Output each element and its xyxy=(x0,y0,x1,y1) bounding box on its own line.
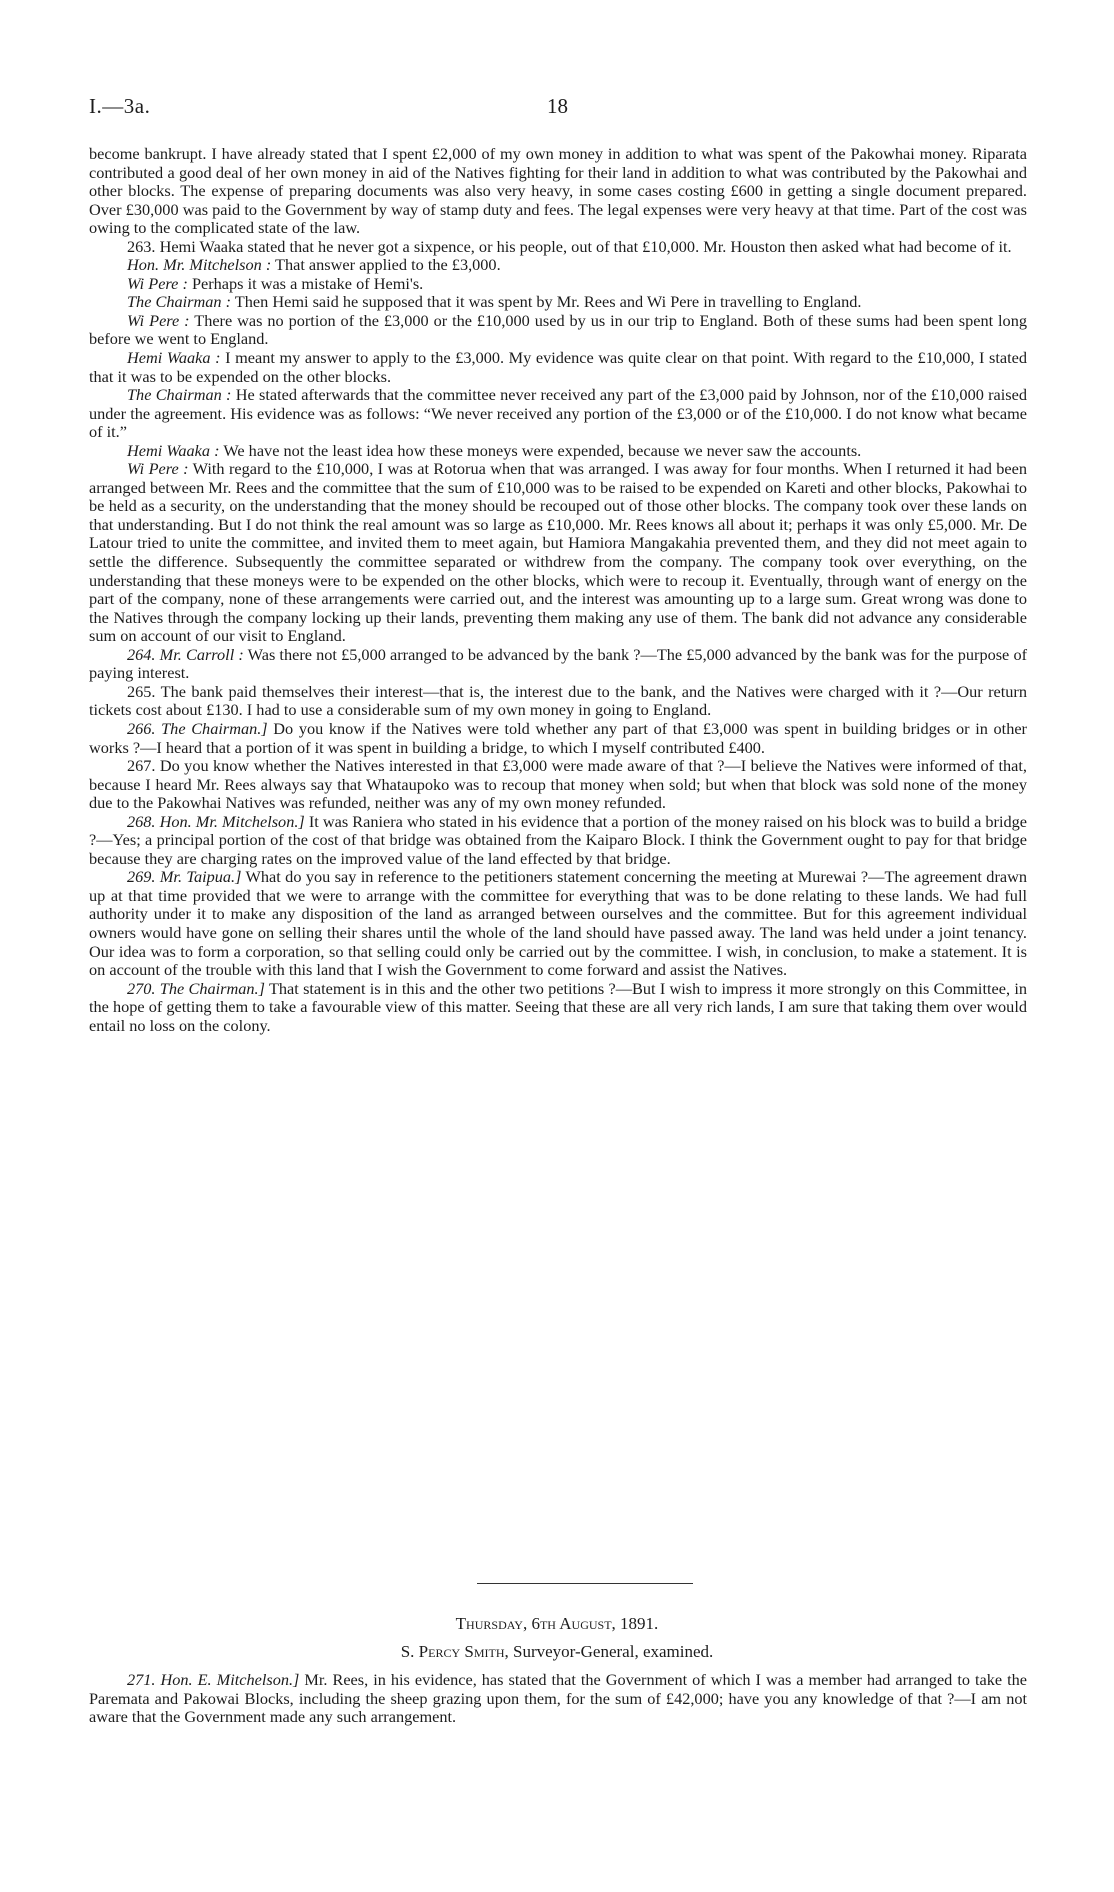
evidence-paragraph xyxy=(89,256,1027,275)
evidence-paragraph xyxy=(89,720,1027,757)
document-reference: I.—3a. xyxy=(89,94,151,118)
speaker-label: Wi Pere : xyxy=(127,459,189,479)
session-date: Thursday, 6th August, 1891. xyxy=(455,1614,659,1633)
speaker-label: 264. Mr. Carroll : xyxy=(127,644,244,664)
evidence-paragraph xyxy=(89,980,1027,1036)
evidence-paragraph xyxy=(89,868,1027,979)
evidence-paragraph xyxy=(89,386,1027,442)
paragraph-text: We have not the least idea how these moneys were expended, because we never saw the accounts. xyxy=(219,440,862,460)
witness-heading xyxy=(0,1642,1114,1662)
speaker-label: Hemi Waaka : xyxy=(127,440,220,460)
paragraph-text: 265. The bank paid themselves their interest—that is, the interest due to the bank, and the Natives were charged with it ?—Our return tickets cost about £130. I had to use a considerable sum of my own money in going to England. xyxy=(89,681,1027,720)
evidence-paragraph xyxy=(89,460,1027,645)
speaker-label: Hon. Mr. Mitchelson : xyxy=(127,255,272,275)
evidence-paragraph xyxy=(89,646,1027,683)
paragraph-text: Perhaps it was a mistake of Hemi's. xyxy=(187,273,424,293)
evidence-paragraph xyxy=(89,813,1027,869)
paragraph-text: Then Hemi said he supposed that it was spent by Mr. Rees and Wi Pere in travelling to England. xyxy=(231,292,862,312)
evidence-paragraph xyxy=(89,349,1027,386)
evidence-paragraph xyxy=(89,757,1027,813)
paragraph-text: It was Raniera who stated in his evidence that a portion of the money raised on his block was to build a bridge ?—Yes; a principal portion of the cost of that bridge was obtained from the Kaiparo Block. I think the Government ought to pay for that bridge because they are charging rates on the improved value of the land effected by that bridge. xyxy=(89,811,1027,868)
speaker-label: The Chairman : xyxy=(127,292,232,312)
paragraph-text: 267. Do you know whether the Natives interested in that £3,000 were made aware of that ?—I believe the Natives were informed of that, because I heard Mr. Rees always say that Whataupoko was to recoup that money when sold; but when that block was sold none of the money due to the Pakowhai Natives was refunded, neither was any of my own money refunded. xyxy=(89,756,1027,813)
evidence-paragraph xyxy=(89,442,1027,461)
paragraph-text: Mr. Rees, in his evidence, has stated that the Government of which I was a member had arranged to take the Paremata and Pakowai Blocks, including the sheep grazing upon them, for the sum of £42,000; have you any knowledge of that ?—I am not aware that the Government made any such arrangement. xyxy=(89,1670,1027,1727)
page-number: 18 xyxy=(547,94,568,118)
speaker-label: Wi Pere : xyxy=(127,273,188,293)
speaker-label: 266. The Chairman.] xyxy=(127,718,268,738)
speaker-label: Hemi Waaka : xyxy=(127,348,221,368)
page-header xyxy=(89,94,1023,122)
speaker-label: 269. Mr. Taipua.] xyxy=(127,867,242,887)
paragraph-text: With regard to the £10,000, I was at Rotorua when that was arranged. I was away for four months. When I returned it had been arranged between Mr. Rees and the committee that the sum of £10,000 was to be raised to be expended on Kareti and other blocks, Pakowhai to be held as a security, on the understanding that the money should be recouped out of those other blocks. The company took over these lands on that understanding. But I do not think the real amount was so large as £10,000. Mr. Rees knows all about it; perhaps it was only £5,000. Mr. De Latour tried to unite the committee, and invited them to meet again, but Hamiora Mangakahia prevented them, and they did not meet again to settle the difference. Subsequently the committee separated or withdrew from the company. The company took over everything, on the understanding that these moneys were to be expended on the other blocks, which were to recoup it. Eventually, through want of energy on the part of the company, none of these arrangements were carried out, and the interest was amounting up to a large sum. Great wrong was done to the Natives through the company locking up their lands, preventing them making any use of them. The bank did not advance any considerable sum on account of our visit to England. xyxy=(89,459,1027,646)
paragraph-text: There was no portion of the £3,000 or the £10,000 used by us in our trip to England. Both of these sums had been spent long before we went to England. xyxy=(89,310,1027,349)
speaker-label: 268. Hon. Mr. Mitchelson.] xyxy=(127,811,305,831)
paragraph-text: What do you say in reference to the petitioners statement concerning the meeting at Murewai ?—The agreement drawn up at that time provided that we were to arrange with the committee for everything that was to be done relating to these lands. We had full authority under it to make any disposition of the land as arranged between ourselves and the committee. But for this agreement individual owners would have gone on selling their shares until the whole of the land should have passed away. The land was held under a joint tenancy. Our idea was to form a corporation, so that selling could only be carried out by the committee. I wish, in conclusion, to make a statement. It is on account of the trouble with this land that I wish the Government to come forward and assist the Natives. xyxy=(89,867,1027,980)
evidence-paragraph xyxy=(89,683,1027,720)
paragraph-text: become bankrupt. I have already stated that I spent £2,000 of my own money in addition to what was spent of the Pakowhai money. Riparata contributed a good deal of her own money in aid of the Natives fighting for their land in addition to what was contributed by the Pakowhai and other blocks. The expense of preparing documents was also very heavy, in some cases costing £600 in getting a single document prepared. Over £30,000 was paid to the Government by way of stamp duty and fees. The legal expenses were very heavy at that time. Part of the cost was owing to the complicated state of the law. xyxy=(89,144,1027,238)
evidence-paragraph xyxy=(89,312,1027,349)
evidence-body xyxy=(89,145,1027,1035)
evidence-paragraph xyxy=(89,275,1027,294)
evidence-paragraph xyxy=(89,1671,1027,1727)
evidence-paragraph xyxy=(89,293,1027,312)
witness-role: Surveyor-General, examined. xyxy=(508,1642,714,1661)
paragraph-text: Do you know if the Natives were told whether any part of that £3,000 was spent in building bridges or in other works ?—I heard that a portion of it was spent in building a bridge, to which I myself contributed £400. xyxy=(89,718,1027,757)
paragraph-text: He stated afterwards that the committee never received any part of the £3,000 paid by Johnson, nor of the £10,000 raised under the agreement. His evidence was as follows: “We never received any portion of the £3,000 or of the £10,000. I do not know what became of it.” xyxy=(89,385,1028,442)
witness-name: S. Percy Smith, xyxy=(400,1642,509,1661)
evidence-continuation xyxy=(89,1671,1027,1727)
paragraph-text: Was there not £5,000 arranged to be advanced by the bank ?—The £5,000 advanced by the bank was for the purpose of paying interest. xyxy=(89,644,1028,683)
paragraph-text: That statement is in this and the other two petitions ?—But I wish to impress it more strongly on this Committee, in the hope of getting them to take a favourable view of this matter. Seeing that these are all very rich lands, I am sure that taking them over would entail no loss on the colony. xyxy=(89,978,1027,1035)
speaker-label: The Chairman : xyxy=(127,385,232,405)
section-divider xyxy=(477,1583,693,1584)
paragraph-text: I meant my answer to apply to the £3,000. My evidence was quite clear on that point. With regard to the £10,000, I stated that it was to be expended on the other blocks. xyxy=(89,348,1027,386)
paragraph-text: That answer applied to the £3,000. xyxy=(271,255,501,275)
speaker-label: 271. Hon. E. Mitchelson.] xyxy=(127,1670,300,1689)
speaker-label: 270. The Chairman.] xyxy=(127,978,265,998)
paragraph-text: 263. Hemi Waaka stated that he never got a sixpence, or his people, out of that £10,000. Mr. Houston then asked what had become of it. xyxy=(127,236,1012,256)
speaker-label: Wi Pere : xyxy=(127,310,190,330)
evidence-paragraph xyxy=(89,145,1027,238)
evidence-paragraph xyxy=(89,238,1027,257)
